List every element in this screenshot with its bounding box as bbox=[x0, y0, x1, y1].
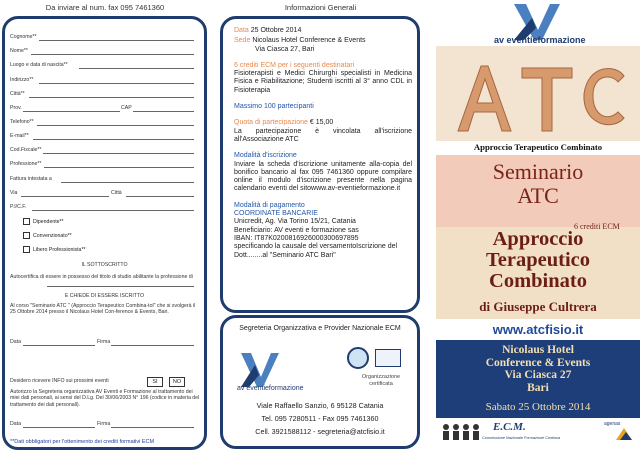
registration-form-panel bbox=[0, 0, 210, 452]
av-logo bbox=[235, 351, 340, 391]
data-label: Data bbox=[10, 339, 21, 345]
certification-badge-icon bbox=[375, 349, 401, 367]
crediti-text: Fisioterapisti e Medici Chirurghi specialisti in Medicina Fisica e Riabilitazione; Studenti iscritti al 3° anno CDL in Fisioterapia bbox=[234, 70, 412, 94]
sottoscritto-heading: IL SOTTOSCRITTO bbox=[81, 262, 128, 268]
field-prov[interactable] bbox=[23, 111, 120, 112]
field-telefono[interactable] bbox=[37, 125, 194, 126]
field-label-indirizzo: Indirizzo** bbox=[10, 77, 34, 83]
venue-line-3: Via Ciasca 27 bbox=[504, 369, 572, 381]
venue-line-1: Nicolaus Hotel bbox=[502, 344, 574, 356]
field-piva[interactable] bbox=[32, 210, 194, 211]
field-professione-abilitante[interactable] bbox=[47, 286, 194, 287]
author: di Giuseppe Cultrera bbox=[479, 299, 597, 314]
checkbox-box[interactable] bbox=[23, 246, 30, 253]
av-cover-logo bbox=[484, 4, 594, 44]
date-value: 25 Ottobre 2014 bbox=[250, 27, 302, 34]
quota-label: Quota di partecipazione bbox=[234, 119, 308, 127]
beneficiario: Beneficiario: AV eventi e formazione sas bbox=[234, 226, 359, 234]
title-line-2: Terapeutico bbox=[485, 249, 590, 271]
dati-obbligatori-note: **Dati obbligatori per l'ottenimento dei crediti formativi ECM bbox=[10, 439, 155, 445]
field-via[interactable] bbox=[21, 196, 109, 197]
checkbox-dipendente[interactable] bbox=[23, 218, 64, 225]
venue-line-2: Conference & Events bbox=[485, 356, 591, 369]
website-link[interactable]: www.atcfisio.it bbox=[436, 319, 640, 340]
field-fattura[interactable] bbox=[61, 182, 194, 183]
checkbox-label: Libero Professionista** bbox=[33, 246, 86, 253]
field-label-cognome: Cognome** bbox=[10, 34, 37, 40]
field-label-codfiscale: Cod.Fiscale** bbox=[10, 147, 42, 153]
sede-line bbox=[234, 37, 412, 45]
field-label-via: Via bbox=[10, 190, 18, 196]
segreteria-box bbox=[220, 315, 420, 449]
hands-illustration bbox=[436, 46, 640, 141]
atc-word: ATC bbox=[517, 183, 559, 208]
field-email[interactable] bbox=[33, 139, 194, 140]
date-line bbox=[234, 27, 412, 35]
desidero-text: Desidero ricevere INFO sui prossimi eventi bbox=[10, 378, 109, 384]
checkbox-box[interactable] bbox=[23, 232, 30, 239]
seminario-title bbox=[436, 160, 640, 208]
venue-line-4: Bari bbox=[527, 381, 549, 394]
cover-panel bbox=[436, 0, 640, 452]
field-cap[interactable] bbox=[133, 111, 194, 112]
segreteria-title: Segreteria Organizzativa e Provider Nazionale ECM bbox=[239, 325, 401, 332]
modalita-iscrizione-title: Modalità d'iscrizione bbox=[234, 152, 297, 160]
autocert-text: Autocertifica di essere in possesso del titolo di studio abilitante la professione di bbox=[10, 274, 193, 280]
cover-subtitle: Approccio Terapeutico Combinato bbox=[473, 142, 603, 152]
cell-email[interactable]: Cell. 3921588112 - segreteria@atcfisio.it bbox=[255, 427, 385, 436]
field-firma-2[interactable] bbox=[111, 427, 194, 428]
modalita-pagamento-title: Modalità di pagamento bbox=[234, 201, 305, 209]
field-codfiscale[interactable] bbox=[43, 153, 194, 154]
telephone: Tel. 095 7280511 - Fax 095 7461360 bbox=[261, 414, 379, 423]
field-label-cap: CAP bbox=[121, 105, 132, 111]
firma-label: Firma bbox=[97, 339, 111, 345]
field-professione[interactable] bbox=[44, 167, 194, 168]
agenas-text: agenas bbox=[604, 421, 621, 427]
modalita-iscrizione-text: Inviare la scheda d'iscrizione unitamente alla-copia del bonifico bancario al fax 095 7461360 oppure compilare online il modulo d'iscrizione presente nella pagina calendario eventi del sitowww.av-eventieformazione.it bbox=[234, 160, 412, 193]
field-label-nascita: Luogo e data di nascita** bbox=[10, 62, 68, 68]
ecm-title: E.C.M. bbox=[493, 421, 526, 433]
data-label-2: Data bbox=[10, 421, 21, 427]
corso-text: Al corso "Seminario ATC " (Approccio Terapeutico Combina-tol" che si svolgerà il 25 Ottobre 2014 presso il Nicolaus Hotel Con-ference & Events, Bari. bbox=[10, 303, 196, 316]
field-label-fattura: Fattura intestata a bbox=[10, 176, 52, 182]
main-title bbox=[436, 229, 640, 292]
seminario-word: Seminario bbox=[492, 159, 584, 184]
sede-address: Via Ciasca 27, Bari bbox=[255, 45, 315, 53]
sede-label: Sede bbox=[234, 37, 251, 45]
causale: specificando la causale del versamentoIscrizione del Dott........al "Seminario ATC Bari" bbox=[234, 243, 398, 259]
field-label-telefono: Telefono** bbox=[10, 119, 34, 125]
agenas-logo-icon bbox=[610, 420, 638, 442]
field-nome[interactable] bbox=[31, 54, 194, 55]
si-checkbox[interactable]: SI bbox=[147, 377, 163, 387]
crediti-title: 6 crediti ECM per i seguenti destinatari bbox=[234, 61, 355, 69]
quota-line bbox=[234, 119, 412, 127]
sede-value: Nicolaus Hotel Conference & Events bbox=[252, 37, 366, 45]
title-line-1: Approccio bbox=[492, 228, 584, 250]
ecm-credits-badge: 6 crediti ECM bbox=[574, 222, 620, 231]
firma-label-2: Firma bbox=[97, 421, 111, 427]
field-data-2[interactable] bbox=[23, 427, 95, 428]
field-citta[interactable] bbox=[29, 97, 194, 98]
fax-header: Da inviare al num. fax 095 7461360 bbox=[45, 3, 165, 12]
checkbox-box[interactable] bbox=[23, 218, 30, 225]
checkbox-label: Dipendente** bbox=[33, 218, 64, 225]
atc-hands-image bbox=[436, 46, 640, 141]
venue bbox=[436, 344, 640, 394]
address: Viale Raffaello Sanzio, 6 95128 Catania bbox=[256, 401, 384, 410]
av-logo-text: av eventieformazione bbox=[237, 385, 304, 391]
chiede-heading: E CHIEDE DI ESSERE ISCRITTO bbox=[64, 293, 145, 299]
ecm-figures-icon bbox=[440, 421, 480, 441]
date-label: Data bbox=[234, 27, 249, 34]
no-checkbox[interactable]: NO bbox=[169, 377, 185, 387]
ecm-subtitle: Commissione Nazionale Formazione Continua bbox=[482, 436, 561, 440]
event-date: Sabato 25 Ottobre 2014 bbox=[485, 401, 591, 413]
field-nascita[interactable] bbox=[79, 68, 194, 69]
iban: IBAN: IT87K0200816926000300697895 bbox=[234, 234, 359, 242]
form-box bbox=[2, 16, 207, 450]
field-label-citta: Città** bbox=[10, 91, 25, 97]
checkbox-convenzionato[interactable] bbox=[23, 232, 72, 239]
cert-label: Organizzazione certificata bbox=[361, 374, 401, 387]
field-citta-fattura[interactable] bbox=[126, 196, 194, 197]
field-label-piva: P.I/C.F. bbox=[10, 204, 27, 210]
checkbox-label: Convenzionato** bbox=[33, 232, 72, 239]
quota-text: La partecipazione è vincolata all'iscrizione all'Associazione ATC bbox=[234, 127, 412, 143]
ecm-footer bbox=[436, 418, 640, 452]
massimo-partecipanti: Massimo 100 partecipanti bbox=[234, 103, 314, 111]
info-box bbox=[220, 16, 420, 313]
checkbox-libero-professionista[interactable] bbox=[23, 246, 85, 253]
certification-seal-icon bbox=[347, 347, 369, 369]
coordinate-bancarie: COORDINATE BANCARIE bbox=[234, 210, 318, 218]
info-header: Informazioni Generali bbox=[284, 3, 357, 12]
field-indirizzo[interactable] bbox=[39, 83, 194, 84]
quota-value: € 15,00 bbox=[309, 119, 334, 127]
field-cognome[interactable] bbox=[39, 40, 194, 41]
field-label-nome: Nome** bbox=[10, 48, 28, 54]
field-label-citta-fattura: Città bbox=[111, 190, 122, 196]
field-label-email: E-mail** bbox=[10, 133, 29, 139]
field-label-professione: Professione** bbox=[10, 161, 42, 167]
field-data[interactable] bbox=[23, 345, 95, 346]
contacts bbox=[223, 399, 417, 438]
cover-logo-text: av eventieformazione bbox=[494, 35, 586, 44]
field-firma[interactable] bbox=[111, 345, 194, 346]
autorizzo-text: Autorizzo la Segreteria organizzativa AV Eventi e Formazione al trattamento dei miei dati personali, ai sensi del D.Lg. Del 30/06/2003 N° 196 (codice in materia del trattamento dei dati personali). bbox=[10, 389, 200, 408]
title-line-3: Combinato bbox=[489, 270, 587, 292]
bank-name: Unicredit, Ag. Via Torino 15/21, Catania bbox=[234, 218, 356, 226]
field-label-prov: Prov. bbox=[10, 105, 22, 111]
